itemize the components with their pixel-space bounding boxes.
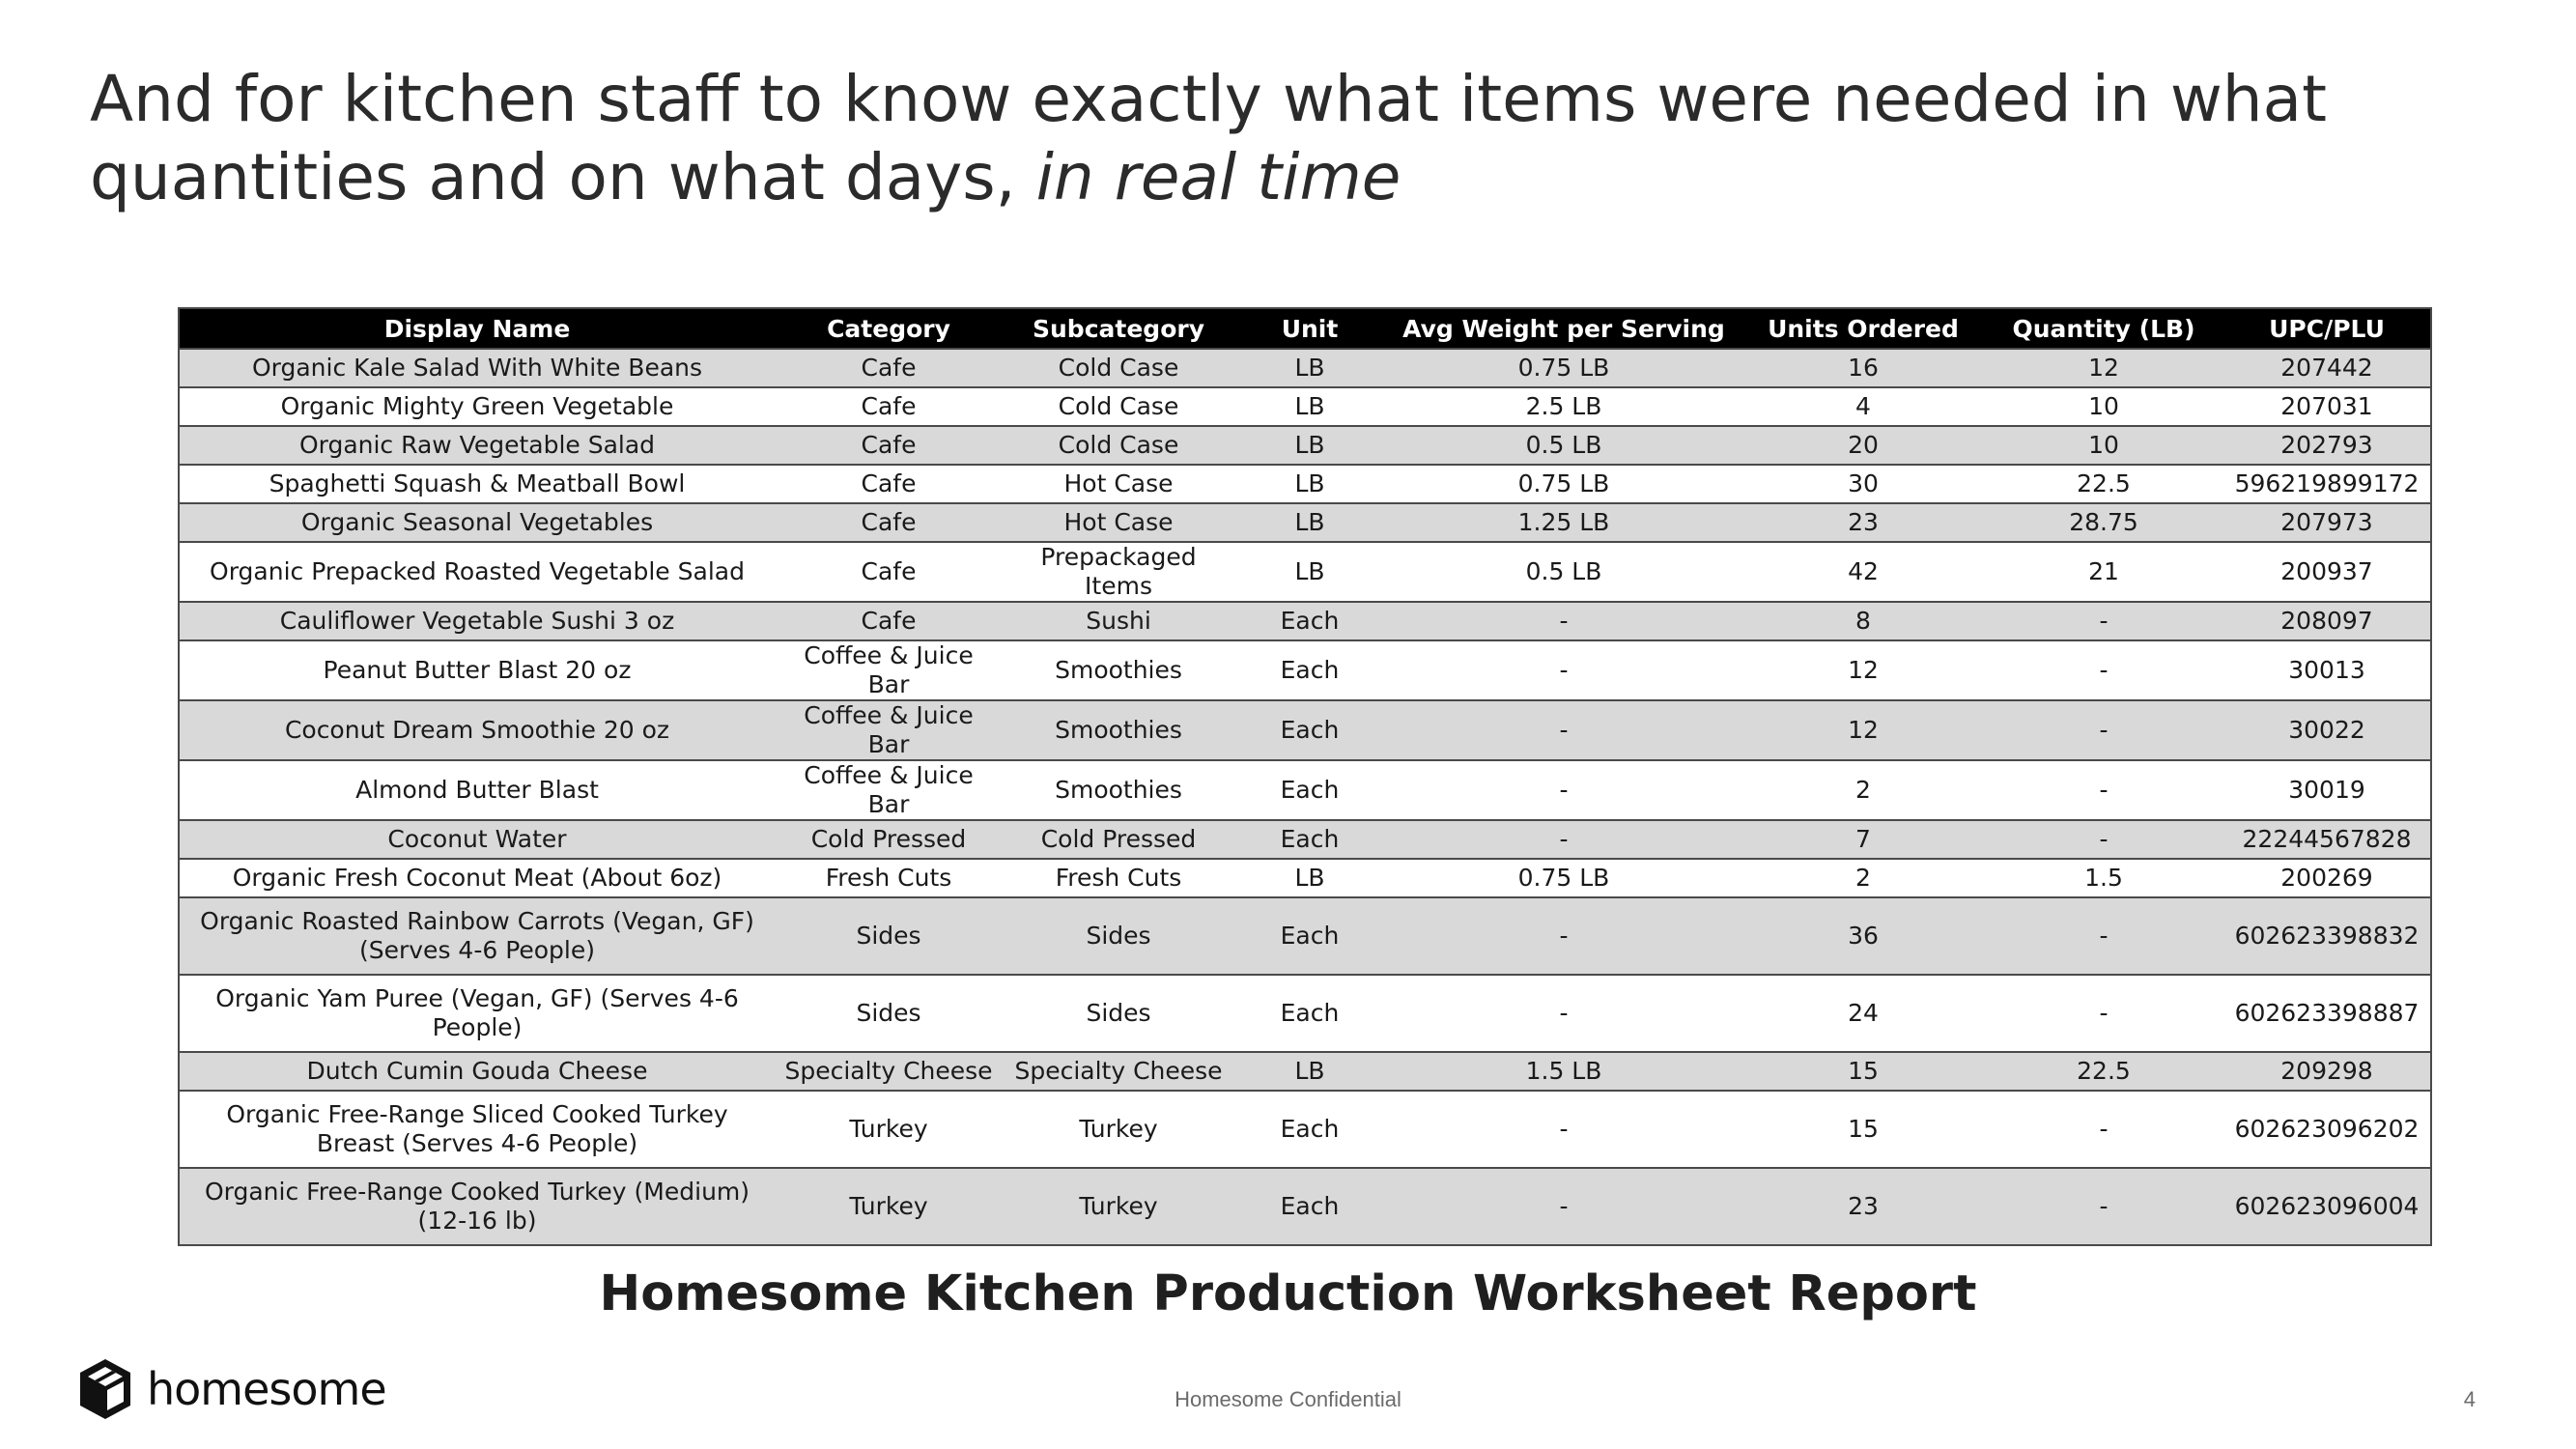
- table-cell: Each: [1234, 760, 1385, 820]
- table-cell: -: [1385, 897, 1742, 975]
- table-cell: Cafe: [775, 465, 1003, 503]
- table-row: [179, 387, 2431, 426]
- table-cell: Cafe: [775, 503, 1003, 542]
- table-cell: 23: [1742, 1168, 1984, 1245]
- table-cell: LB: [1234, 426, 1385, 465]
- column-header: UPC/PLU: [2223, 308, 2431, 349]
- table-cell: Coffee & Juice Bar: [775, 760, 1003, 820]
- table-cell: Cafe: [775, 542, 1003, 602]
- table-cell: 7: [1742, 820, 1984, 859]
- table-cell: Sides: [1003, 897, 1234, 975]
- table-cell: Each: [1234, 700, 1385, 760]
- table-row: [179, 897, 2431, 975]
- table-row: [179, 975, 2431, 1052]
- table-cell: -: [1984, 1168, 2223, 1245]
- table-cell: Organic Free-Range Sliced Cooked Turkey Breast (Serves 4-6 People): [179, 1091, 775, 1168]
- table-cell: -: [1385, 602, 1742, 640]
- table-cell: Fresh Cuts: [775, 859, 1003, 897]
- table-cell: 1.5 LB: [1385, 1052, 1742, 1091]
- table-cell: Spaghetti Squash & Meatball Bowl: [179, 465, 775, 503]
- table-cell: 208097: [2223, 602, 2431, 640]
- table-cell: -: [1385, 640, 1742, 700]
- table-cell: Sides: [775, 975, 1003, 1052]
- column-header: Display Name: [179, 308, 775, 349]
- table-row: [179, 820, 2431, 859]
- table-cell: Cafe: [775, 602, 1003, 640]
- table-cell: Turkey: [775, 1168, 1003, 1245]
- table-cell: 10: [1984, 387, 2223, 426]
- table-cell: -: [1385, 1168, 1742, 1245]
- table-cell: -: [1984, 640, 2223, 700]
- table-cell: 10: [1984, 426, 2223, 465]
- table-row: [179, 640, 2431, 700]
- table-cell: 30022: [2223, 700, 2431, 760]
- table-cell: Each: [1234, 1091, 1385, 1168]
- table-cell: Cauliflower Vegetable Sushi 3 oz: [179, 602, 775, 640]
- table-row: [179, 465, 2431, 503]
- table-cell: 2: [1742, 859, 1984, 897]
- table-cell: 12: [1984, 349, 2223, 387]
- column-header: Avg Weight per Serving: [1385, 308, 1742, 349]
- table-cell: 22.5: [1984, 1052, 2223, 1091]
- table-cell: 21: [1984, 542, 2223, 602]
- table-cell: 28.75: [1984, 503, 2223, 542]
- table-cell: LB: [1234, 542, 1385, 602]
- table-cell: Cold Pressed: [775, 820, 1003, 859]
- table-row: [179, 1091, 2431, 1168]
- table-cell: 207973: [2223, 503, 2431, 542]
- table-cell: Smoothies: [1003, 760, 1234, 820]
- table-cell: 4: [1742, 387, 1984, 426]
- table-cell: LB: [1234, 465, 1385, 503]
- table-cell: Organic Raw Vegetable Salad: [179, 426, 775, 465]
- table-cell: Cafe: [775, 349, 1003, 387]
- table-cell: 36: [1742, 897, 1984, 975]
- table-cell: -: [1385, 1091, 1742, 1168]
- table-cell: Prepackaged Items: [1003, 542, 1234, 602]
- table-cell: 602623096202: [2223, 1091, 2431, 1168]
- table-row: [179, 1168, 2431, 1245]
- table-cell: Specialty Cheese: [1003, 1052, 1234, 1091]
- table-cell: Sushi: [1003, 602, 1234, 640]
- table-cell: -: [1385, 760, 1742, 820]
- table-cell: Peanut Butter Blast 20 oz: [179, 640, 775, 700]
- column-header: Subcategory: [1003, 308, 1234, 349]
- production-table-container: [178, 307, 2430, 1246]
- table-cell: 0.75 LB: [1385, 465, 1742, 503]
- table-cell: Smoothies: [1003, 700, 1234, 760]
- table-cell: -: [1385, 700, 1742, 760]
- table-cell: Organic Mighty Green Vegetable: [179, 387, 775, 426]
- table-cell: Cafe: [775, 387, 1003, 426]
- table-cell: Each: [1234, 820, 1385, 859]
- column-header: Unit: [1234, 308, 1385, 349]
- column-header: Units Ordered: [1742, 308, 1984, 349]
- table-cell: Turkey: [775, 1091, 1003, 1168]
- table-cell: -: [1385, 975, 1742, 1052]
- table-cell: 207442: [2223, 349, 2431, 387]
- table-cell: 200937: [2223, 542, 2431, 602]
- page-number: 4: [2463, 1387, 2476, 1411]
- table-cell: 22.5: [1984, 465, 2223, 503]
- table-row: [179, 602, 2431, 640]
- table-cell: -: [1984, 760, 2223, 820]
- table-cell: -: [1984, 700, 2223, 760]
- logo-wordmark: homesome: [147, 1363, 386, 1415]
- table-cell: Each: [1234, 975, 1385, 1052]
- table-cell: 2.5 LB: [1385, 387, 1742, 426]
- table-cell: Smoothies: [1003, 640, 1234, 700]
- table-cell: Turkey: [1003, 1091, 1234, 1168]
- column-header: Category: [775, 308, 1003, 349]
- table-cell: 602623398832: [2223, 897, 2431, 975]
- table-cell: 15: [1742, 1091, 1984, 1168]
- table-cell: 22244567828: [2223, 820, 2431, 859]
- table-cell: -: [1984, 975, 2223, 1052]
- table-cell: Cold Pressed: [1003, 820, 1234, 859]
- table-cell: Dutch Cumin Gouda Cheese: [179, 1052, 775, 1091]
- table-row: [179, 700, 2431, 760]
- table-cell: -: [1984, 897, 2223, 975]
- table-cell: 30: [1742, 465, 1984, 503]
- table-cell: LB: [1234, 349, 1385, 387]
- table-cell: 24: [1742, 975, 1984, 1052]
- table-cell: Each: [1234, 640, 1385, 700]
- table-cell: 20: [1742, 426, 1984, 465]
- table-cell: 12: [1742, 640, 1984, 700]
- table-cell: Each: [1234, 897, 1385, 975]
- table-row: [179, 503, 2431, 542]
- table-cell: LB: [1234, 387, 1385, 426]
- slide-headline: [90, 60, 2485, 216]
- table-cell: Organic Free-Range Cooked Turkey (Medium) (12-16 lb): [179, 1168, 775, 1245]
- table-cell: Sides: [775, 897, 1003, 975]
- headline-text: And for kitchen staff to know exactly what items were needed in what quantities and on what days,: [90, 62, 2327, 214]
- table-cell: Cafe: [775, 426, 1003, 465]
- table-cell: Organic Prepacked Roasted Vegetable Salad: [179, 542, 775, 602]
- table-cell: 1.25 LB: [1385, 503, 1742, 542]
- table-cell: 12: [1742, 700, 1984, 760]
- table-body: [179, 349, 2431, 1245]
- table-cell: 1.5: [1984, 859, 2223, 897]
- table-cell: 0.75 LB: [1385, 859, 1742, 897]
- table-cell: Cold Case: [1003, 387, 1234, 426]
- table-row: [179, 349, 2431, 387]
- table-row: [179, 426, 2431, 465]
- table-cell: Organic Roasted Rainbow Carrots (Vegan, GF) (Serves 4-6 People): [179, 897, 775, 975]
- table-cell: LB: [1234, 503, 1385, 542]
- table-cell: Each: [1234, 602, 1385, 640]
- table-cell: Organic Seasonal Vegetables: [179, 503, 775, 542]
- table-cell: Organic Fresh Coconut Meat (About 6oz): [179, 859, 775, 897]
- table-cell: Fresh Cuts: [1003, 859, 1234, 897]
- table-header-row: [179, 308, 2431, 349]
- production-worksheet-table: [178, 307, 2432, 1246]
- table-cell: -: [1385, 820, 1742, 859]
- table-cell: Coffee & Juice Bar: [775, 700, 1003, 760]
- table-cell: Sides: [1003, 975, 1234, 1052]
- table-cell: LB: [1234, 859, 1385, 897]
- table-cell: Organic Kale Salad With White Beans: [179, 349, 775, 387]
- table-cell: 0.5 LB: [1385, 542, 1742, 602]
- table-row: [179, 859, 2431, 897]
- table-cell: Turkey: [1003, 1168, 1234, 1245]
- table-cell: Coconut Water: [179, 820, 775, 859]
- table-cell: Specialty Cheese: [775, 1052, 1003, 1091]
- table-cell: 15: [1742, 1052, 1984, 1091]
- table-cell: -: [1984, 1091, 2223, 1168]
- table-cell: -: [1984, 602, 2223, 640]
- table-cell: 16: [1742, 349, 1984, 387]
- table-cell: 0.75 LB: [1385, 349, 1742, 387]
- table-cell: Coconut Dream Smoothie 20 oz: [179, 700, 775, 760]
- table-cell: 596219899172: [2223, 465, 2431, 503]
- table-cell: 23: [1742, 503, 1984, 542]
- table-cell: 209298: [2223, 1052, 2431, 1091]
- confidential-footer: Homesome Confidential: [1175, 1387, 1401, 1411]
- table-cell: Hot Case: [1003, 503, 1234, 542]
- column-header: Quantity (LB): [1984, 308, 2223, 349]
- table-cell: 0.5 LB: [1385, 426, 1742, 465]
- table-cell: Cold Case: [1003, 426, 1234, 465]
- table-cell: 42: [1742, 542, 1984, 602]
- table-cell: 2: [1742, 760, 1984, 820]
- table-row: [179, 760, 2431, 820]
- table-cell: Each: [1234, 1168, 1385, 1245]
- table-cell: 602623096004: [2223, 1168, 2431, 1245]
- table-cell: 202793: [2223, 426, 2431, 465]
- table-cell: 30019: [2223, 760, 2431, 820]
- table-cell: 602623398887: [2223, 975, 2431, 1052]
- table-cell: 200269: [2223, 859, 2431, 897]
- table-cell: Hot Case: [1003, 465, 1234, 503]
- table-header: [179, 308, 2431, 349]
- table-cell: Cold Case: [1003, 349, 1234, 387]
- table-cell: 8: [1742, 602, 1984, 640]
- table-cell: Coffee & Juice Bar: [775, 640, 1003, 700]
- table-row: [179, 542, 2431, 602]
- table-cell: 30013: [2223, 640, 2431, 700]
- headline-emphasis: in real time: [1035, 140, 1401, 214]
- table-cell: Organic Yam Puree (Vegan, GF) (Serves 4-6 People): [179, 975, 775, 1052]
- table-cell: -: [1984, 820, 2223, 859]
- table-cell: LB: [1234, 1052, 1385, 1091]
- table-cell: 207031: [2223, 387, 2431, 426]
- table-row: [179, 1052, 2431, 1091]
- report-title: Homesome Kitchen Production Worksheet Report: [599, 1265, 1977, 1322]
- table-cell: Almond Butter Blast: [179, 760, 775, 820]
